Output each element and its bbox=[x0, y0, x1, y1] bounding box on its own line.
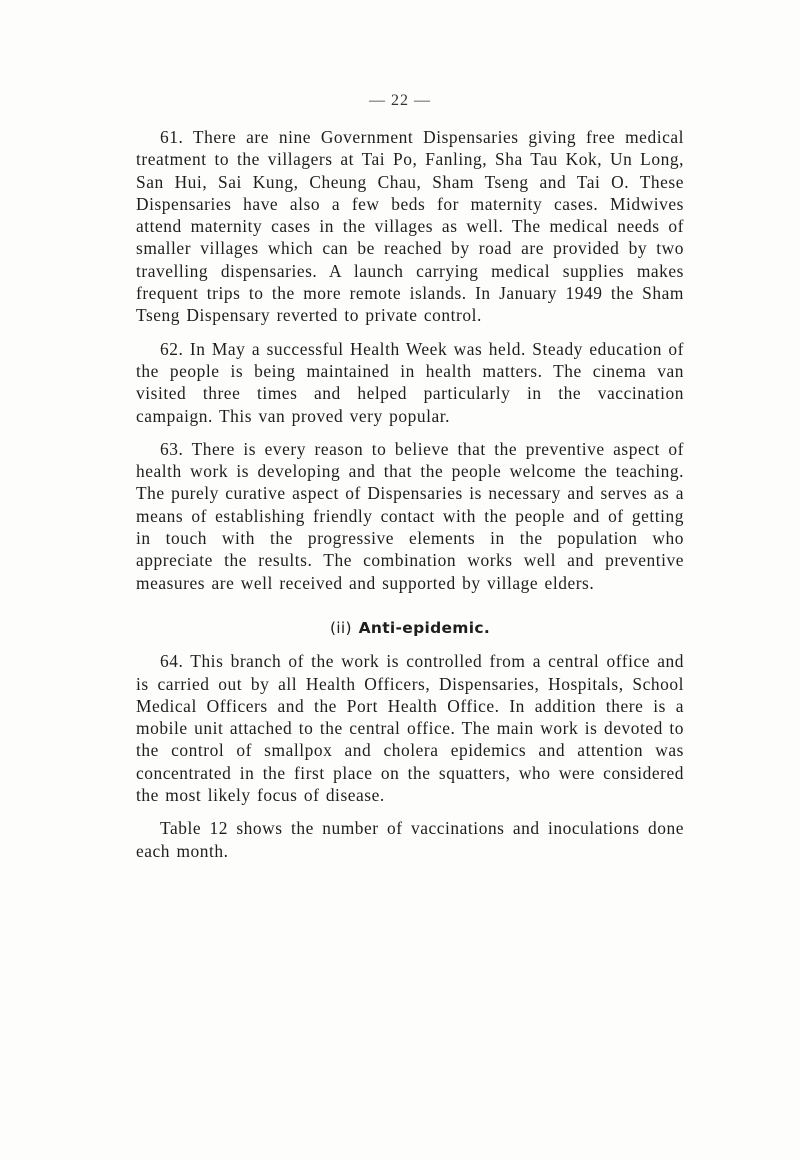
paragraph-62: 62. In May a successful Health Week was held. Steady education of the people is being maintained in health matters. The cinema van visited three times and helped particularly in the vaccination campaign. This van proved very popular. bbox=[136, 338, 684, 426]
page-number: — 22 — bbox=[369, 92, 431, 109]
section-heading-title: Anti-epidemic. bbox=[358, 618, 491, 637]
paragraph-table-note: Table 12 shows the number of vaccinations and inoculations done each month. bbox=[136, 818, 684, 861]
paragraph-63: 63. There is every reason to believe that the preventive aspect of health work is developing and that the people welcome the teaching. The purely curative aspect of Dispensaries is necessary and serves as a means of establishing friendly contact with the people and of getting in touch with the progressive elements in the population who appreciate the results. The combination works well and preventive measures are well received and supported by village elders. bbox=[136, 438, 684, 593]
section-heading bbox=[136, 617, 684, 639]
document-body bbox=[136, 126, 684, 862]
paragraph-64: 64. This branch of the work is controlled from a central office and is carried out by all Health Officers, Dispensaries, Hospitals, School Medical Officers and the Port Health Office. In addition there is a mobile unit attached to the central office. The main work is devoted to the control of smallpox and cholera epidemics and attention was concentrated in the first place on the squatters, who were considered the most likely focus of disease. bbox=[136, 651, 684, 806]
paragraph-61: 61. There are nine Government Dispensaries giving free medical treatment to the villagers at Tai Po, Fanling, Sha Tau Kok, Un Long, San Hui, Sai Kung, Cheung Chau, Sham Tseng and Tai O. These Dispensaries have also a few beds for maternity cases. Midwives attend maternity cases in the villages as well. The medical needs of smaller villages which can be reached by road are provided by two travelling dispensaries. A launch carrying medical supplies makes frequent trips to the more remote islands. In January 1949 the Sham Tseng Dispensary reverted to private control. bbox=[136, 127, 684, 326]
section-heading-number: (ii) bbox=[329, 618, 352, 637]
